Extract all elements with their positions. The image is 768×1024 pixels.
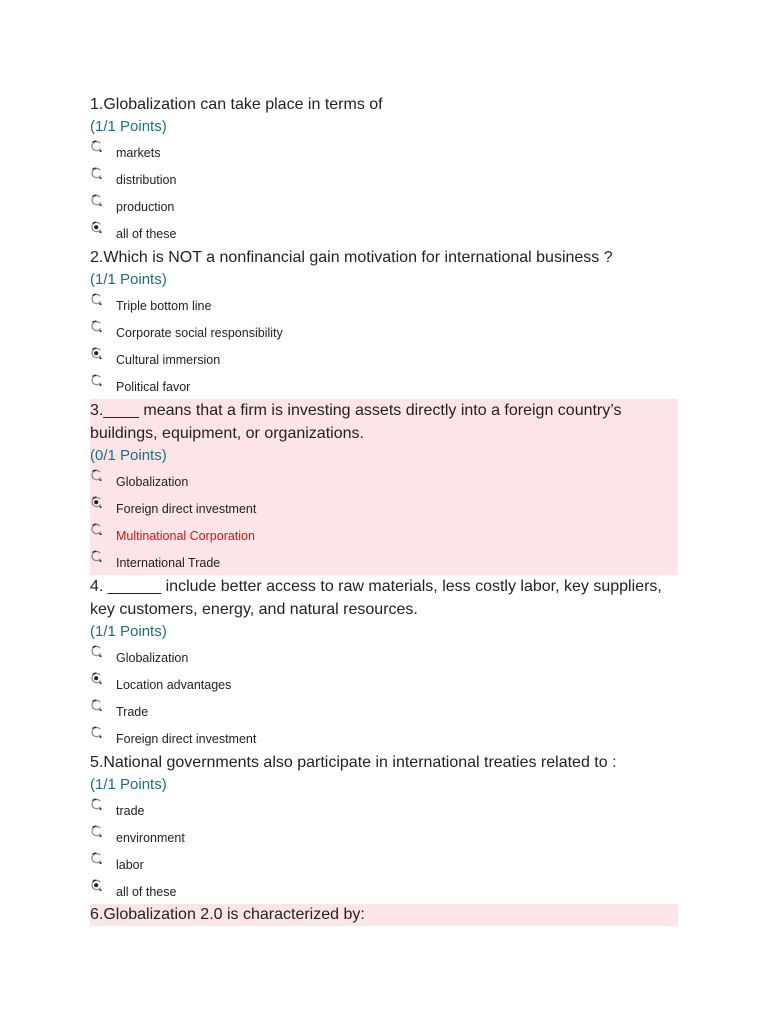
radio-unselected-icon[interactable] (90, 523, 103, 536)
answer-option-label: environment (116, 831, 185, 845)
question-text: 4. ______ include better access to raw materials, less costly labor, key suppliers, key customers, energy, and natural resources. (90, 578, 662, 618)
question-points: (0/1 Points) (90, 447, 167, 464)
answer-option-label: markets (116, 146, 161, 160)
answer-option[interactable] (90, 823, 678, 850)
answer-option[interactable] (90, 345, 678, 372)
radio-selected-icon[interactable] (90, 879, 103, 892)
answer-option[interactable] (90, 724, 678, 751)
question-points: (1/1 Points) (90, 623, 167, 640)
answer-option[interactable] (90, 467, 678, 494)
radio-unselected-icon[interactable] (90, 852, 103, 865)
answer-option[interactable] (90, 850, 678, 877)
question-block (90, 399, 678, 575)
answer-option-label: Multinational Corporation (116, 529, 255, 543)
answer-option-label: trade (116, 804, 145, 818)
answer-option[interactable] (90, 796, 678, 823)
radio-selected-icon[interactable] (90, 347, 103, 360)
answer-option[interactable] (90, 291, 678, 318)
radio-unselected-icon[interactable] (90, 293, 103, 306)
question-text: 3.____ means that a firm is investing assets directly into a foreign country’s buildings, equipment, or organizations. (90, 402, 622, 442)
answer-option[interactable] (90, 521, 678, 548)
radio-unselected-icon[interactable] (90, 645, 103, 658)
answer-option[interactable] (90, 138, 678, 165)
answer-option[interactable] (90, 643, 678, 670)
question-text: 1.Globalization can take place in terms of (90, 96, 383, 113)
radio-unselected-icon[interactable] (90, 167, 103, 180)
radio-unselected-icon[interactable] (90, 825, 103, 838)
question-block (90, 246, 678, 399)
answer-option[interactable] (90, 494, 678, 521)
question-text: 5.National governments also participate in international treaties related to : (90, 754, 617, 771)
answer-option[interactable] (90, 219, 678, 246)
answer-option-label: Triple bottom line (116, 299, 212, 313)
radio-unselected-icon[interactable] (90, 194, 103, 207)
answer-option-label: all of these (116, 227, 177, 241)
answer-option[interactable] (90, 877, 678, 904)
answer-option[interactable] (90, 165, 678, 192)
answer-option[interactable] (90, 548, 678, 575)
answer-option[interactable] (90, 697, 678, 724)
question-points: (1/1 Points) (90, 271, 167, 288)
answer-option[interactable] (90, 670, 678, 697)
question-block (90, 904, 678, 926)
radio-unselected-icon[interactable] (90, 320, 103, 333)
radio-selected-icon[interactable] (90, 221, 103, 234)
answer-option[interactable] (90, 318, 678, 345)
answer-option-label: Location advantages (116, 678, 232, 692)
question-text: 2.Which is NOT a nonfinancial gain motivation for international business ? (90, 249, 613, 266)
answer-option-label: distribution (116, 173, 177, 187)
question-points: (1/1 Points) (90, 118, 167, 135)
question-text: 6.Globalization 2.0 is characterized by: (90, 906, 365, 923)
radio-unselected-icon[interactable] (90, 550, 103, 563)
answer-option-label: all of these (116, 885, 177, 899)
radio-selected-icon[interactable] (90, 496, 103, 509)
answer-option-label: Foreign direct investment (116, 502, 257, 516)
quiz-container (90, 93, 678, 926)
answer-option-label: Political favor (116, 380, 191, 394)
answer-option[interactable] (90, 192, 678, 219)
answer-option-label: labor (116, 858, 144, 872)
radio-selected-icon[interactable] (90, 672, 103, 685)
answer-option-label: Trade (116, 705, 149, 719)
question-points: (1/1 Points) (90, 776, 167, 793)
answer-option-label: International Trade (116, 556, 221, 570)
radio-unselected-icon[interactable] (90, 469, 103, 482)
radio-unselected-icon[interactable] (90, 798, 103, 811)
answer-option-label: Corporate social responsibility (116, 326, 283, 340)
radio-unselected-icon[interactable] (90, 140, 103, 153)
question-block (90, 93, 678, 246)
answer-option-label: production (116, 200, 175, 214)
answer-option[interactable] (90, 372, 678, 399)
answer-option-label: Globalization (116, 475, 189, 489)
question-block (90, 575, 678, 751)
radio-unselected-icon[interactable] (90, 699, 103, 712)
question-block (90, 751, 678, 904)
answer-option-label: Globalization (116, 651, 189, 665)
answer-option-label: Cultural immersion (116, 353, 221, 367)
radio-unselected-icon[interactable] (90, 374, 103, 387)
radio-unselected-icon[interactable] (90, 726, 103, 739)
answer-option-label: Foreign direct investment (116, 732, 257, 746)
